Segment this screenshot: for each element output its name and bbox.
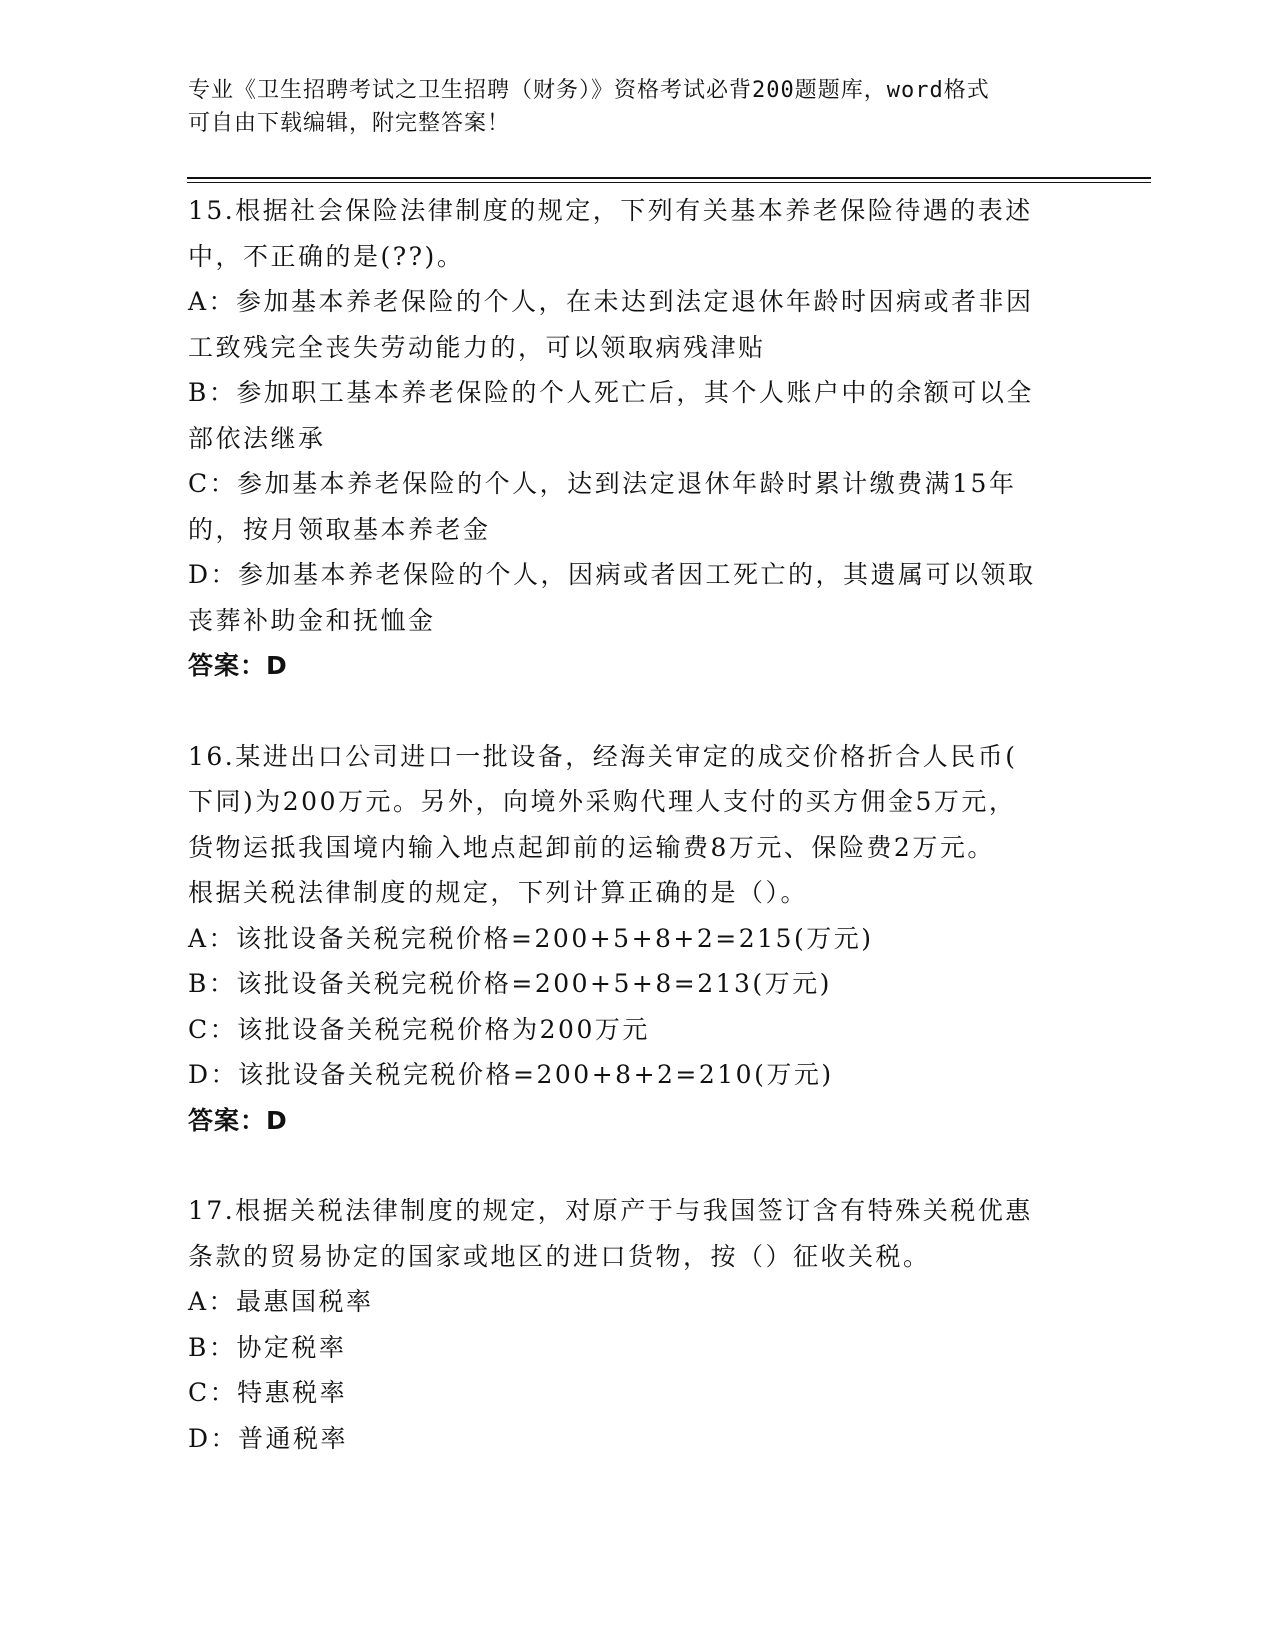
- header-rule-thick: [187, 177, 1151, 179]
- question-stem-line: 中，不正确的是(??)。: [188, 241, 465, 271]
- header-rule-thin: [187, 182, 1151, 183]
- question-stem-line: 条款的贸易协定的国家或地区的进口货物，按（）征收关税。: [188, 1241, 931, 1271]
- question-stem-line: 根据关税法律制度的规定，下列计算正确的是（）。: [188, 878, 809, 907]
- option-a-line: A：最惠国税率: [188, 1287, 374, 1316]
- question-17: [188, 1188, 1088, 1461]
- option-d-line: D：参加基本养老保险的个人，因病或者因工死亡的，其遗属可以领取: [188, 560, 1036, 589]
- option-d-line: 丧葬补助金和抚恤金: [188, 605, 436, 635]
- question-stem-line: 16.某进出口公司进口一批设备，经海关审定的成交价格折合人民币(: [188, 741, 1018, 771]
- answer-label: 答案：D: [188, 1105, 288, 1135]
- option-b-line: B：该批设备关税完税价格=200+5+8=213(万元): [188, 969, 832, 998]
- question-16: [188, 734, 1088, 1144]
- question-stem-line: 15.根据社会保险法律制度的规定，下列有关基本养老保险待遇的表述: [188, 196, 1033, 225]
- option-a-line: 工致残完全丧失劳动能力的，可以领取病残津贴: [188, 332, 766, 362]
- document-header: [188, 74, 1068, 140]
- question-stem-line: 下同)为200万元。另外，向境外采购代理人支付的买方佣金5万元，: [188, 787, 1017, 816]
- header-line-2: 可自由下载编辑，附完整答案！: [188, 111, 511, 136]
- option-b-line: 部依法继承: [188, 423, 326, 453]
- option-d-line: D：该批设备关税完税价格=200+8+2=210(万元): [188, 1060, 834, 1089]
- question-stem-line: 货物运抵我国境内输入地点起卸前的运输费8万元、保险费2万元。: [188, 832, 995, 862]
- option-b-line: B：参加职工基本养老保险的个人死亡后，其个人账户中的余额可以全: [188, 378, 1034, 407]
- option-b-line: B：协定税率: [188, 1332, 347, 1362]
- option-c-line: C：该批设备关税完税价格为200万元: [188, 1014, 650, 1044]
- option-c-line: C：特惠税率: [188, 1378, 348, 1407]
- option-a-line: A：参加基本养老保险的个人，在未达到法定退休年龄时因病或者非因: [188, 287, 1034, 316]
- question-stem-line: 17.根据关税法律制度的规定，对原产于与我国签订含有特殊关税优惠: [188, 1196, 1033, 1225]
- option-c-line: C：参加基本养老保险的个人，达到法定退休年龄时累计缴费满15年: [188, 469, 1017, 498]
- option-c-line: 的，按月领取基本养老金: [188, 514, 491, 544]
- answer-label: 答案：D: [188, 651, 288, 680]
- question-list: [188, 188, 1088, 1461]
- option-d-line: D：普通税率: [188, 1423, 349, 1453]
- header-line-1: 专业《卫生招聘考试之卫生招聘（财务）》资格考试必背200题题库，word格式: [188, 78, 990, 103]
- question-15: [188, 188, 1088, 689]
- option-a-line: A：该批设备关税完税价格=200+5+8+2=215(万元): [188, 923, 874, 953]
